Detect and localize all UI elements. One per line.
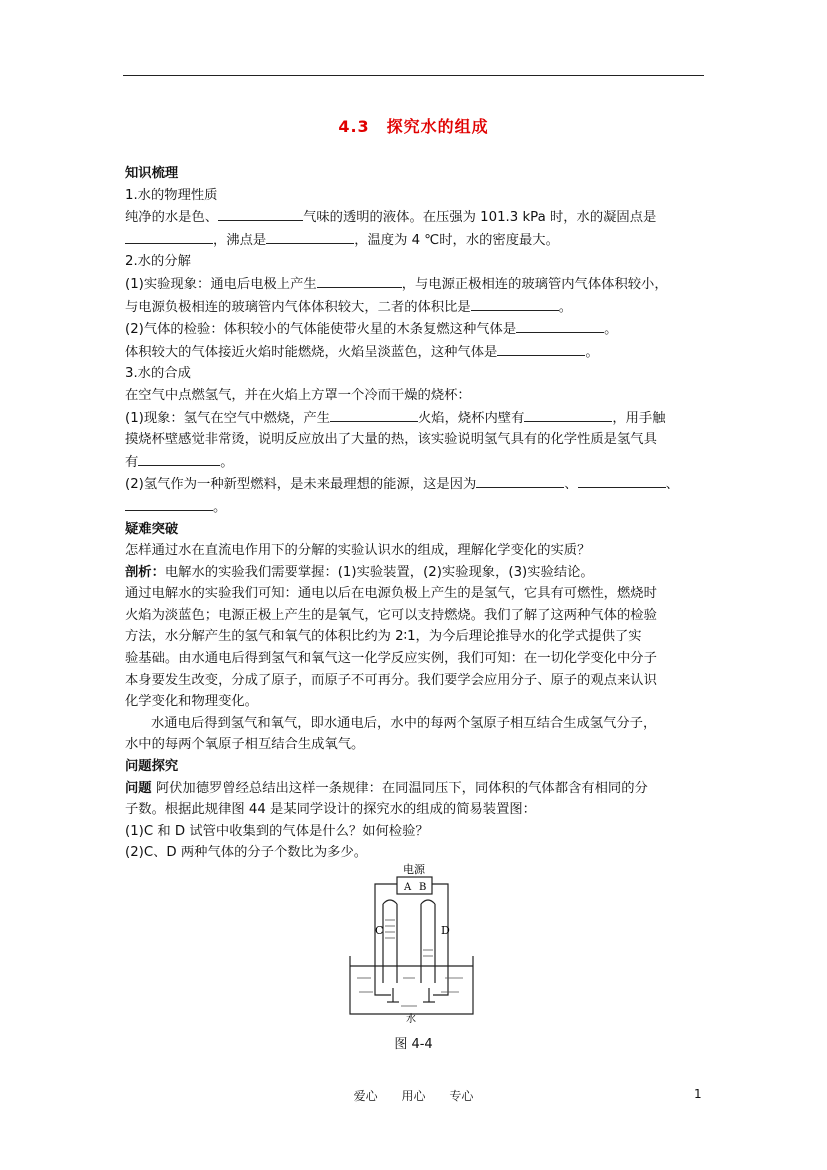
footer-word: 爱心 (353, 1089, 378, 1103)
text-line: (1)实验现象：通电后电极上产生 ，与电源正极相连的玻璃管内气体体积较小， (125, 273, 703, 296)
text-line: 在空气中点燃氢气，并在火焰上方罩一个冷而干燥的烧杯： (125, 387, 471, 403)
text-line: 纯净的水是色、 气味的透明的液体。在压强为 101.3 kPa 时，水的凝固点是 (125, 206, 703, 229)
answer-blank (497, 341, 585, 356)
analysis-line: 剖析：电解水的实验我们需要掌握：(1)实验装置，(2)实验现象，(3)实验结论。 (125, 564, 594, 580)
answer-blank (138, 451, 220, 466)
answer-blank (476, 473, 564, 488)
analysis-label: 剖析： (125, 564, 165, 580)
text-line: 与电源负极相连的玻璃管内气体体积较大，二者的体积比是 。 (125, 296, 703, 319)
subheading-decomposition: 2.水的分解 (125, 254, 191, 270)
text-line: 验基础。由水通电后得到氢气和氧气这一化学反应实例，我们可知：在一切化学变化中分子 (125, 651, 657, 667)
question-text: 怎样通过水在直流电作用下的分解的实验认识水的组成，理解化学变化的实质？ (125, 543, 591, 559)
tube-d-label: D (441, 924, 450, 937)
test-tube-d (421, 900, 435, 983)
answer-blank (125, 229, 213, 244)
text-line: 水通电后得到氢气和氧气，即水通电后，水中的每两个氢原子相互结合生成氢气分子， (151, 715, 657, 731)
text-line: (1)现象：氢气在空气中燃烧，产生 火焰，烧杯内壁有 ，用手触 (125, 407, 703, 430)
text-line: ，沸点是 ，温度为 4 ℃时，水的密度最大。 (125, 229, 703, 252)
section-heading-difficulty: 疑难突破 (125, 521, 179, 537)
text-line: (2)气体的检验：体积较小的气体能使带火星的木条复燃这种气体是 。 (125, 318, 703, 341)
tube-c-label: C (375, 924, 384, 937)
page-footer (0, 1087, 827, 1104)
text-line: 子数。根据此规律图 44 是某同学设计的探究水的组成的简易装置图： (125, 802, 536, 818)
power-supply-box (397, 877, 432, 894)
document-body (125, 163, 703, 864)
answer-blank (317, 273, 402, 288)
answer-blank (516, 318, 604, 333)
text-line: 方法，水分解产生的氢气和氧气的体积比约为 2∶1，为今后理论推导水的化学式提供了实 (125, 629, 642, 645)
answer-blank (524, 407, 612, 422)
text-line: 。 (125, 496, 703, 519)
water-label: 水 (406, 1014, 416, 1025)
answer-blank (471, 296, 559, 311)
text-line: 本身要发生改变，分成了原子，而原子不可再分。我们要学会应用分子、原子的观点来认识 (125, 672, 657, 688)
text-line: 水中的每两个氧原子相互结合生成氧气。 (125, 737, 365, 753)
answer-blank (578, 473, 666, 488)
answer-blank (330, 407, 418, 422)
text-line: (2)C、D 两种气体的分子个数比为多少。 (125, 845, 368, 861)
answer-blank (125, 496, 213, 511)
problem-line: 问题 阿伏加德罗曾经总结出这样一条规律：在同温同压下，同体积的气体都含有相同的分 (125, 780, 648, 796)
text-line: (1)C 和 D 试管中收集到的气体是什么？如何检验？ (125, 823, 429, 839)
footer-word: 专心 (449, 1089, 474, 1103)
problem-label: 问题 (125, 780, 152, 796)
section-heading-inquiry: 问题探究 (125, 759, 179, 775)
page-title: 4.3 探究水的组成 (338, 117, 489, 136)
beaker (350, 956, 473, 1014)
section-heading-knowledge: 知识梳理 (125, 166, 179, 181)
header-rule (123, 75, 704, 76)
answer-blank (218, 206, 303, 221)
electrolysis-apparatus-diagram (345, 860, 475, 1032)
text-line: 化学变化和物理变化。 (125, 694, 258, 710)
page-number: 1 (694, 1087, 702, 1101)
text-line: 体积较大的气体接近火焰时能燃烧，火焰呈淡蓝色，这种气体是 。 (125, 341, 703, 364)
terminal-a-label: A (404, 882, 412, 893)
text-line: (2)氢气作为一种新型燃料，是未来最理想的能源，这是因为 、 、 (125, 473, 703, 496)
figure-caption: 图 4-4 (394, 1037, 433, 1052)
text-line: 摸烧杯壁感觉非常烫，说明反应放出了大量的热，该实验说明氢气具有的化学性质是氢气具 (125, 432, 657, 448)
text-line: 通过电解水的实验我们可知：通电以后在电源负极上产生的是氢气，它具有可燃性，燃烧时 (125, 586, 657, 602)
footer-word: 用心 (401, 1089, 426, 1103)
subheading-synthesis: 3.水的合成 (125, 366, 191, 382)
text-line: 有 。 (125, 451, 703, 474)
test-tube-c (383, 900, 397, 983)
text-line: 火焰为淡蓝色；电源正极上产生的是氧气，它可以支持燃烧。我们了解了这两种气体的检验 (125, 607, 657, 623)
terminal-b-label: B (419, 882, 427, 893)
subheading-physical-properties: 1.水的物理性质 (125, 187, 218, 203)
answer-blank (266, 229, 354, 244)
power-label: 电源 (403, 863, 425, 876)
